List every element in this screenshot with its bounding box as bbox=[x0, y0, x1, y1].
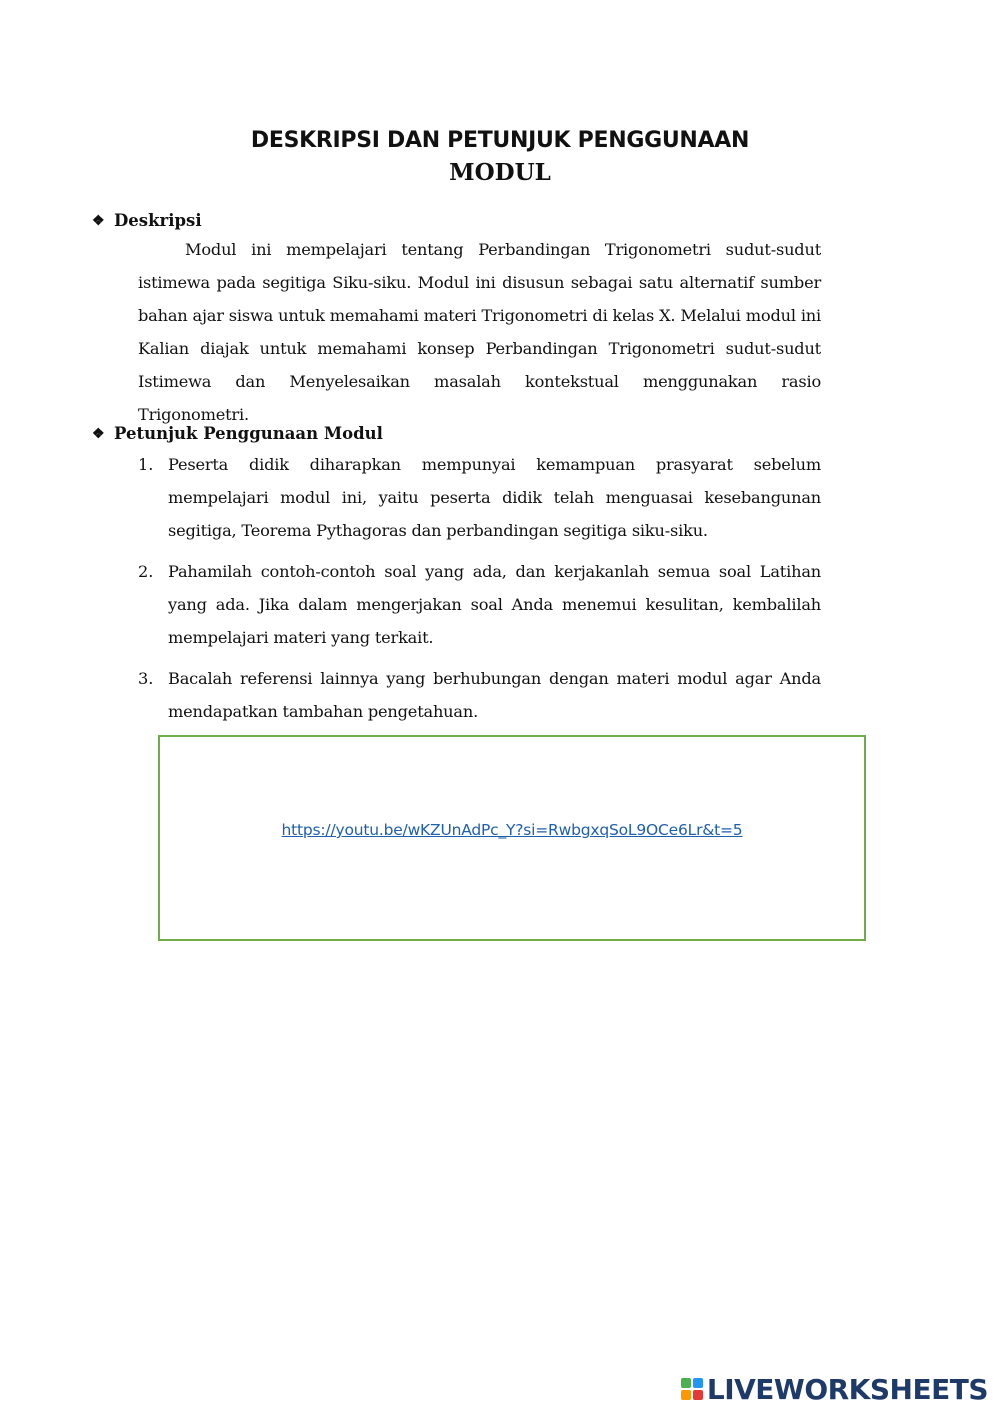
logo-square bbox=[693, 1390, 703, 1400]
brand-name: LIVEWORKSHEETS bbox=[706, 1372, 988, 1406]
list-item-text: Bacalah referensi lainnya yang berhubungan dengan materi modul agar Anda mendapatkan tambahan pengetahuan. bbox=[168, 669, 821, 721]
logo-square bbox=[681, 1390, 691, 1400]
list-item bbox=[138, 448, 821, 547]
liveworksheets-brand[interactable] bbox=[681, 1371, 988, 1407]
list-item-text: Pahamilah contoh-contoh soal yang ada, dan kerjakanlah semua soal Latihan yang ada. Jika dalam mengerjakan soal Anda menemui kesulitan, kembalilah mempelajari materi yang terkait. bbox=[168, 562, 821, 647]
list-item-text: Peserta didik diharapkan mempunyai kemampuan prasyarat sebelum mempelajari modul ini, yaitu peserta didik telah menguasai kesebangunan segitiga, Teorema Pythagoras dan perbandingan segitiga siku-siku. bbox=[168, 455, 821, 540]
list-item-number: 3. bbox=[138, 669, 154, 688]
video-link-box bbox=[158, 735, 866, 941]
petunjuk-heading-text: Petunjuk Penggunaan Modul bbox=[114, 424, 383, 443]
list-item bbox=[138, 555, 821, 654]
logo-square bbox=[681, 1378, 691, 1388]
page-title: DESKRIPSI DAN PETUNJUK PENGGUNAAN bbox=[250, 128, 750, 153]
petunjuk-list bbox=[138, 448, 821, 736]
video-link[interactable]: https://youtu.be/wKZUnAdPc_Y?si=RwbgxqSoL9OCe6Lr&t=5 bbox=[281, 821, 743, 839]
liveworksheets-logo-icon bbox=[681, 1378, 703, 1400]
diamond-bullet-icon: ❖ bbox=[92, 426, 105, 442]
page-subtitle: MODUL bbox=[449, 159, 551, 186]
list-item-number: 2. bbox=[138, 562, 154, 581]
list-item-number: 1. bbox=[138, 455, 154, 474]
diamond-bullet-icon: ❖ bbox=[92, 213, 105, 229]
list-item bbox=[138, 662, 821, 728]
deskripsi-heading-text: Deskripsi bbox=[114, 211, 202, 230]
deskripsi-paragraph: Modul ini mempelajari tentang Perbandingan Trigonometri sudut-sudut istimewa pada segitiga Siku-siku. Modul ini disusun sebagai satu alternatif sumber bahan ajar siswa untuk memahami materi Trigonometri di kelas X. Melalui modul ini Kalian diajak untuk memahami konsep Perbandingan Trigonometri sudut-sudut Istimewa dan Menyelesaikan masalah kontekstual menggunakan rasio Trigonometri. bbox=[138, 240, 821, 424]
petunjuk-heading bbox=[92, 421, 383, 447]
deskripsi-heading bbox=[92, 208, 202, 234]
logo-square bbox=[693, 1378, 703, 1388]
